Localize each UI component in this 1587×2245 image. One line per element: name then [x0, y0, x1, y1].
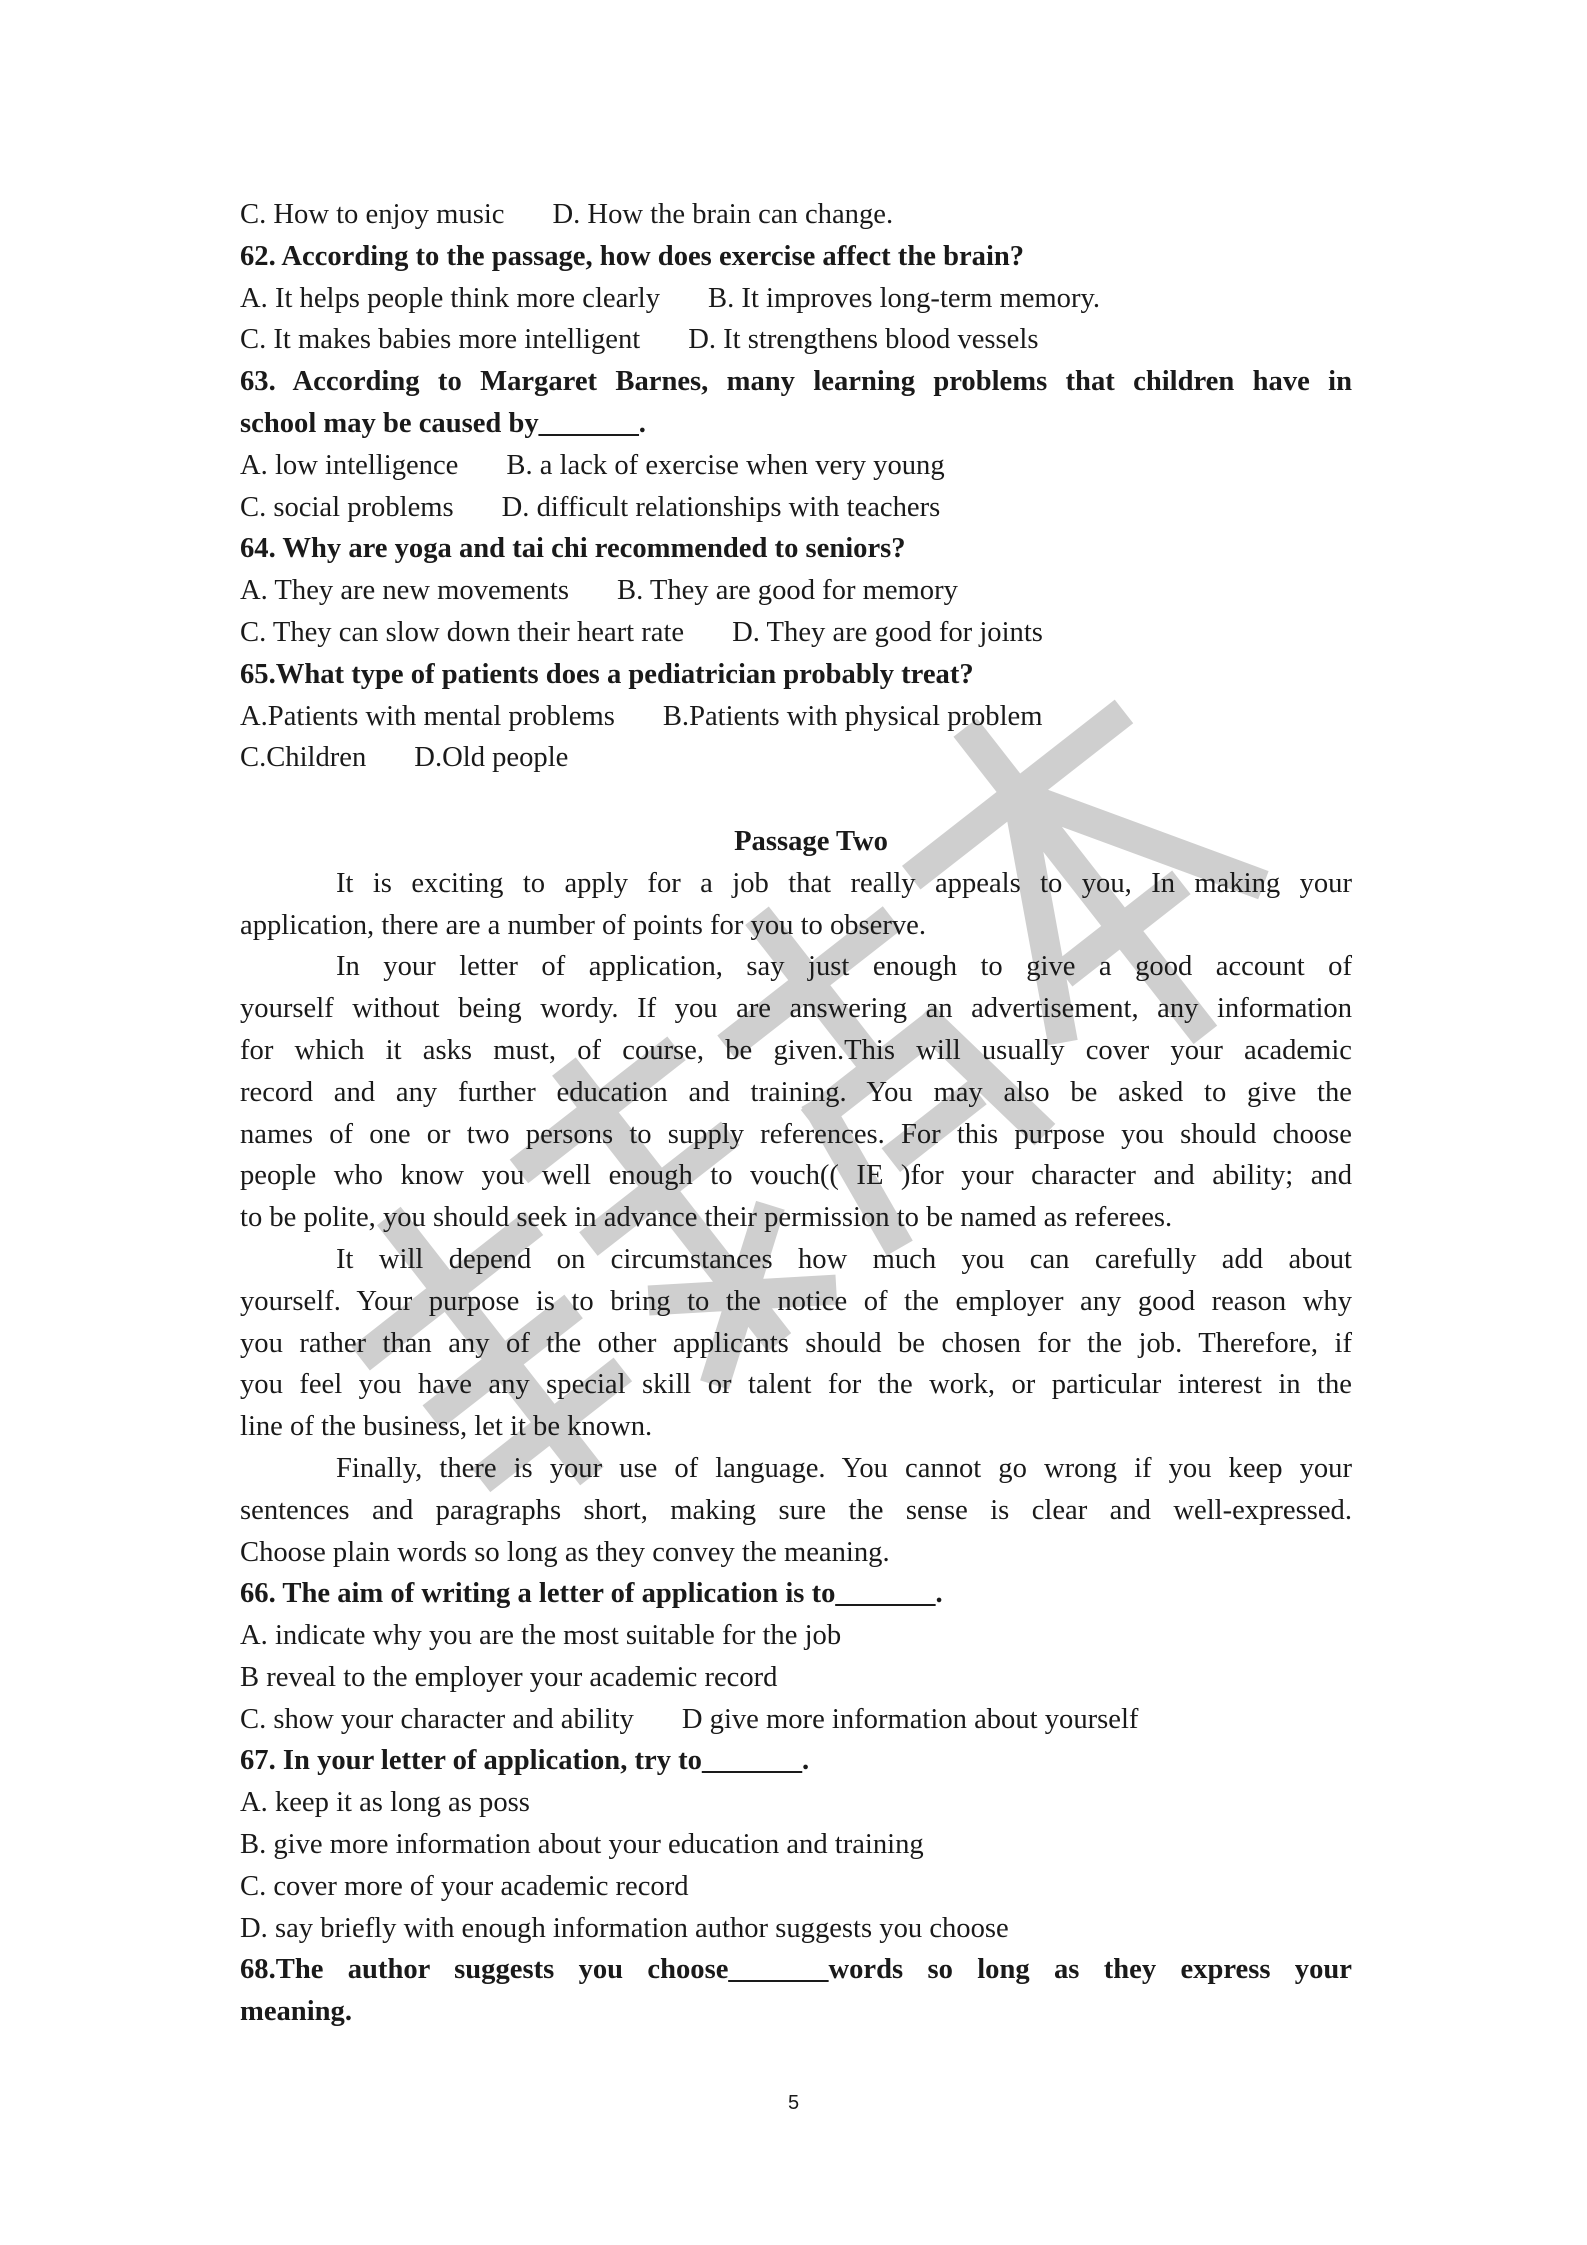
q66-option-a: A. indicate why you are the most suitable for the job: [240, 1620, 842, 1652]
q63-options-row-2: [240, 487, 1352, 529]
q64-question: 64. Why are yoga and tai chi recommended to seniors?: [240, 533, 906, 565]
p3-line-2: yourself. Your purpose is to bring to the notice of the employer any good reason why: [240, 1285, 1352, 1317]
q63-option-d: D. difficult relationships with teachers: [501, 491, 941, 523]
p1-line-2: application, there are a number of points for you to observe.: [240, 909, 927, 941]
q61-options-row: [240, 194, 1352, 236]
q65-option-c: C.Children: [240, 742, 367, 774]
p3-line-3: you rather than any of the other applicants should be chosen for the job. Therefore, if: [240, 1327, 1352, 1359]
q61-option-c: C. How to enjoy music: [240, 199, 505, 230]
q61-option-d: D. How the brain can change.: [552, 199, 894, 230]
q62-options-row-2: [240, 319, 1352, 361]
q62-option-b: B. It improves long-term memory.: [708, 282, 1101, 314]
q64-option-a: A. They are new movements: [240, 575, 569, 607]
p3-line-1: It will depend on circumstances how much you can carefully add about: [336, 1243, 1352, 1275]
q68-question-line-1: 68.The author suggests you choose_______words so long as they express your: [240, 1954, 1352, 1986]
p2-line-7: to be polite, you should seek in advance their permission to be named as referees.: [240, 1202, 1173, 1234]
q62-option-d: D. It strengthens blood vessels: [688, 324, 1039, 356]
p2-line-2: yourself without being wordy. If you are answering an advertisement, any information: [240, 993, 1352, 1025]
q62-option-c: C. It makes babies more intelligent: [240, 324, 641, 356]
q63-option-c: C. social problems: [240, 491, 454, 523]
q62-option-a: A. It helps people think more clearly: [240, 282, 661, 314]
q63-question-line-2: school may be caused by_______.: [240, 407, 646, 439]
q63-option-a: A. low intelligence: [240, 449, 459, 481]
q65-options-row-2: [240, 737, 1352, 779]
q64-options-row-1: [240, 570, 1352, 612]
p4-line-3: Choose plain words so long as they convey the meaning.: [240, 1536, 890, 1568]
p3-line-5: line of the business, let it be known.: [240, 1411, 653, 1443]
p2-line-4: record and any further education and training. You may also be asked to give the: [240, 1076, 1352, 1108]
q65-option-a: A.Patients with mental problems: [240, 700, 615, 732]
q67-option-d: D. say briefly with enough information author suggests you choose: [240, 1912, 1009, 1944]
q66-option-c: C. show your character and ability: [240, 1703, 634, 1735]
q65-option-b: B.Patients with physical problem: [662, 700, 1043, 732]
p2-line-6: people who know you well enough to vouch(( IE )for your character and ability; and: [240, 1160, 1352, 1192]
p2-line-3: for which it asks must, of course, be given.This will usually cover your academic: [240, 1034, 1352, 1066]
p1-line-1: It is exciting to apply for a job that really appeals to you, In making your: [336, 867, 1352, 899]
q67-option-a: A. keep it as long as poss: [240, 1787, 530, 1819]
q66-options-row-cd: [240, 1699, 1352, 1741]
section-spacer: [240, 779, 1352, 821]
q62-options-row-1: [240, 278, 1352, 320]
q66-question: 66. The aim of writing a letter of application is to_______.: [240, 1578, 943, 1610]
q66-option-b: B reveal to the employer your academic record: [240, 1661, 778, 1693]
q62-question: 62. According to the passage, how does exercise affect the brain?: [240, 240, 1025, 272]
q65-question: 65.What type of patients does a pediatrician probably treat?: [240, 658, 974, 690]
q64-option-d: D. They are good for joints: [732, 616, 1043, 648]
q66-option-d: D give more information about yourself: [681, 1703, 1139, 1735]
q64-option-c: C. They can slow down their heart rate: [240, 616, 685, 648]
p4-line-2: sentences and paragraphs short, making sure the sense is clear and well-expressed.: [240, 1494, 1352, 1526]
q67-option-c: C. cover more of your academic record: [240, 1870, 689, 1902]
q67-option-b: B. give more information about your education and training: [240, 1829, 924, 1861]
q63-question-line-1: 63. According to Margaret Barnes, many learning problems that children have in: [240, 366, 1352, 398]
q65-options-row-1: [240, 696, 1352, 738]
p2-line-5: names of one or two persons to supply references. For this purpose you should choose: [240, 1118, 1352, 1150]
passage-two-title: Passage Two: [734, 825, 888, 857]
q68-question-line-2: meaning.: [240, 1996, 353, 2028]
p2-line-1: In your letter of application, say just enough to give a good account of: [336, 951, 1352, 983]
q65-option-d: D.Old people: [414, 742, 569, 774]
p3-line-4: you feel you have any special skill or talent for the work, or particular interest in the: [240, 1369, 1352, 1401]
p4-line-1: Finally, there is your use of language. You cannot go wrong if you keep your: [336, 1452, 1352, 1484]
q67-question: 67. In your letter of application, try to_______.: [240, 1745, 810, 1777]
q63-option-b: B. a lack of exercise when very young: [506, 449, 945, 481]
page-content: [240, 194, 1352, 2033]
q64-options-row-2: [240, 612, 1352, 654]
page-number: 5: [787, 2092, 800, 2114]
q63-options-row-1: [240, 445, 1352, 487]
q64-option-b: B. They are good for memory: [617, 575, 958, 607]
